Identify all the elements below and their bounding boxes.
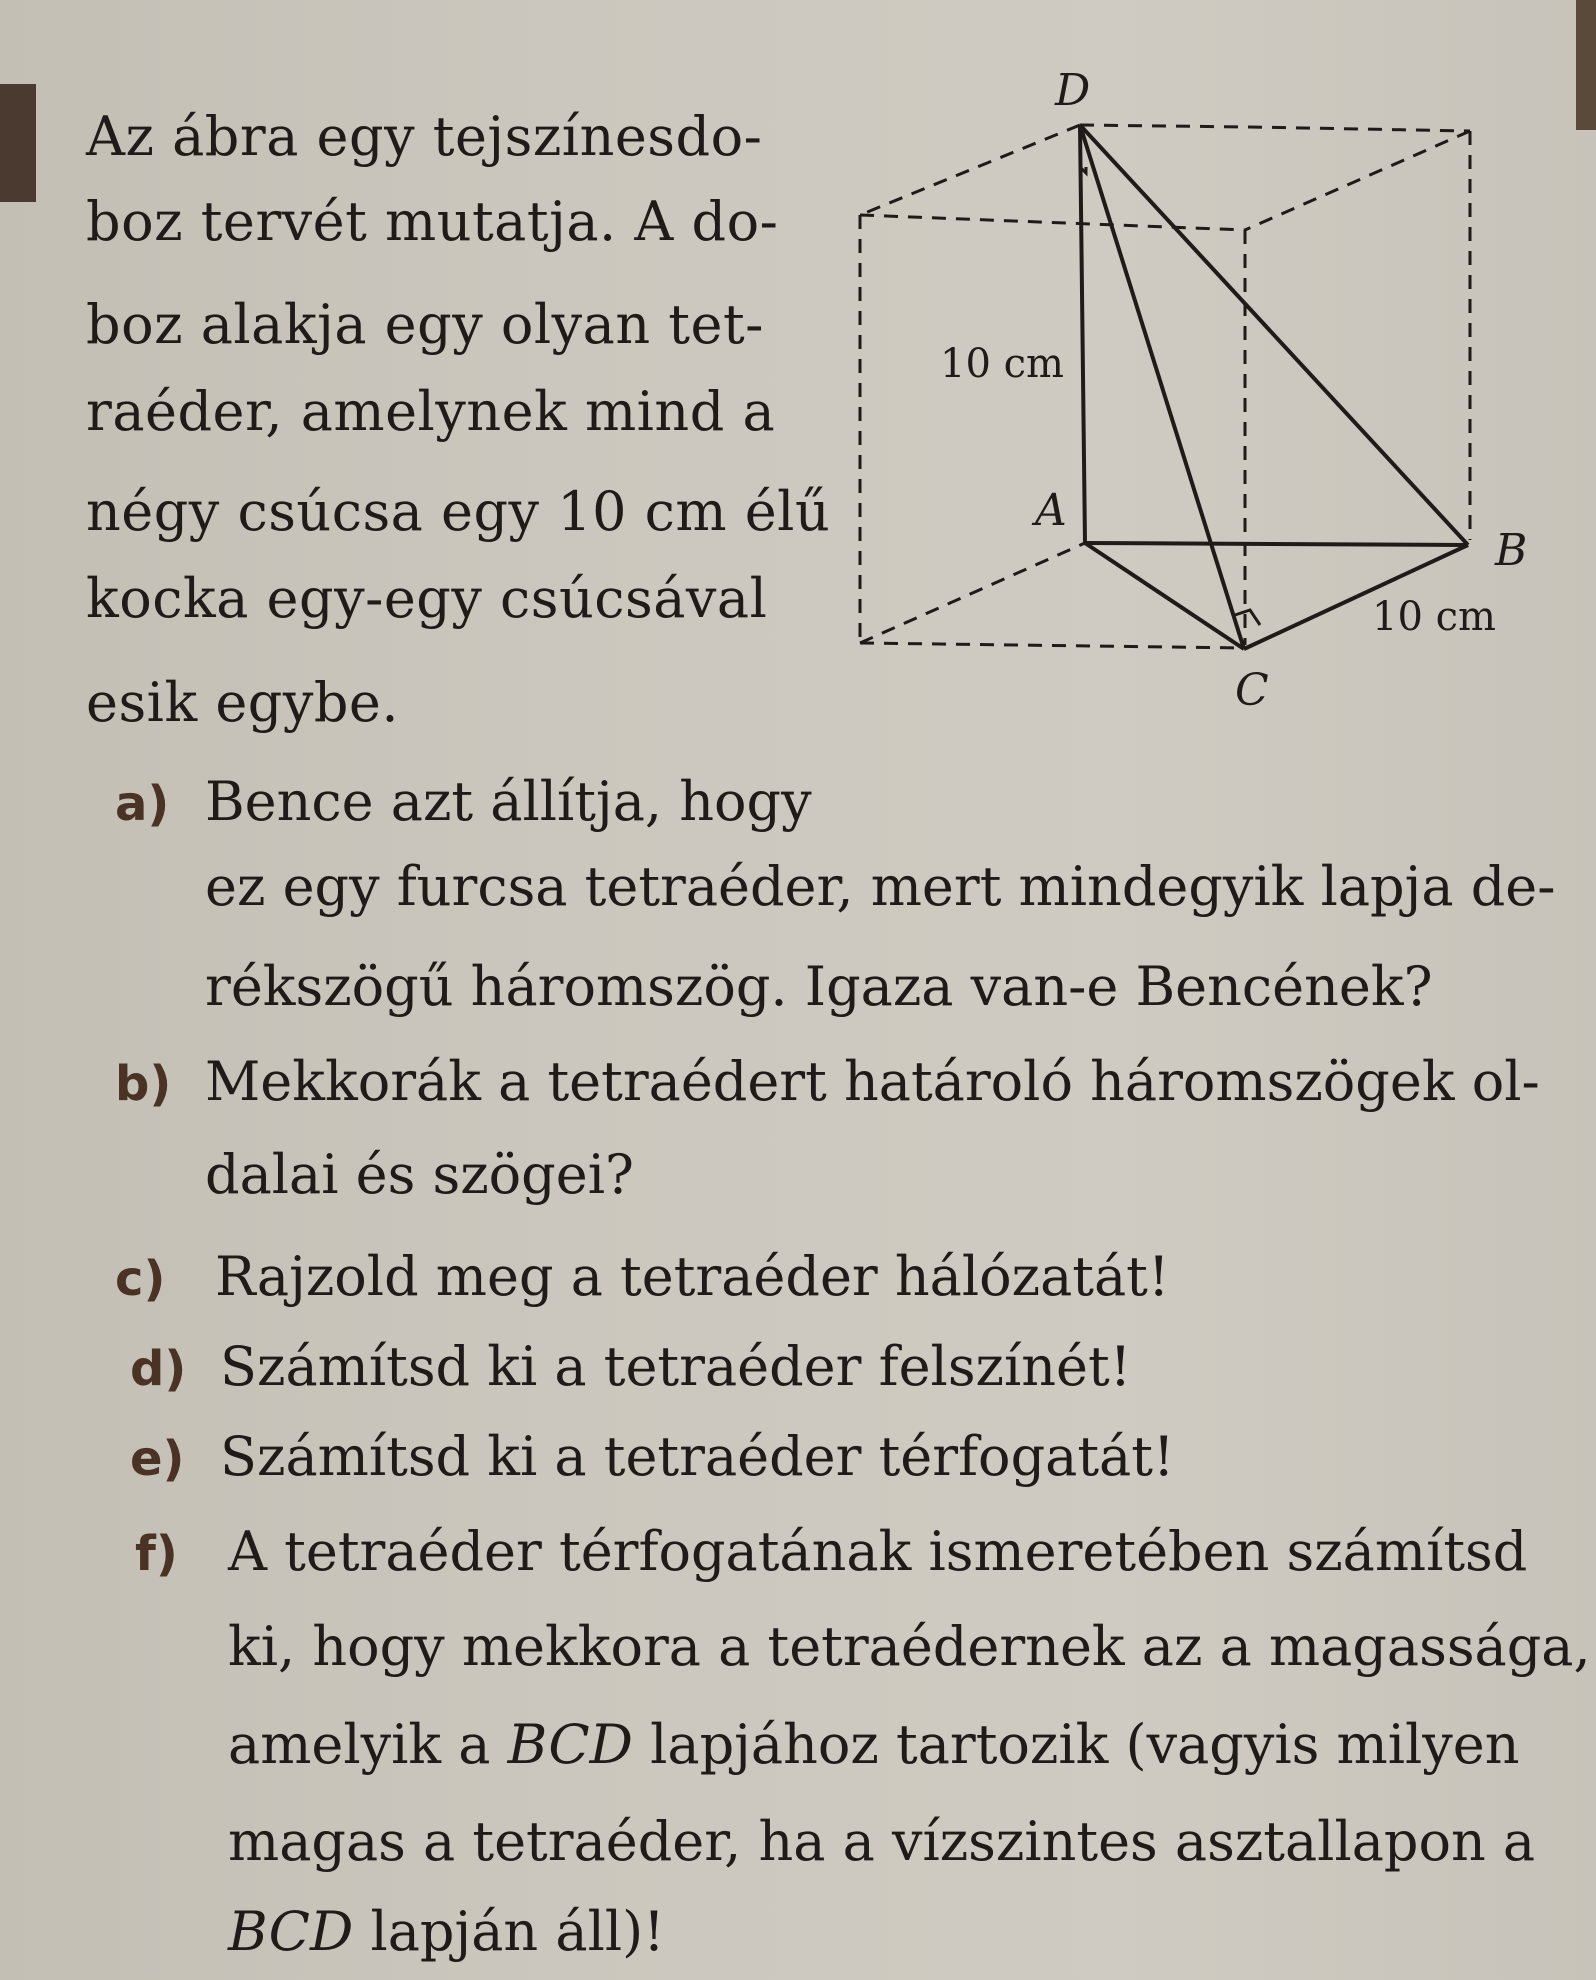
intro-line-6: kocka egy-egy csúcsával [86, 567, 768, 630]
task-f-label: f) [135, 1526, 178, 1582]
task-c-label: c) [115, 1251, 166, 1307]
vertex-label-D: D [1055, 65, 1091, 116]
cube-edge-top-right [1245, 131, 1470, 230]
measure-label-bottom: 10 cm [1372, 594, 1496, 640]
task-f-line-3-start: amelyik a [228, 1713, 508, 1776]
cube-edge-top-front [860, 215, 1245, 230]
edge-AB [1085, 543, 1468, 545]
task-a-line-2: ez egy furcsa tetraéder, mert mindegyik lapja de- [205, 855, 1556, 918]
task-f-line-2: ki, hogy mekkora a tetraédernek az a magassága, [228, 1615, 1591, 1678]
intro-line-3: boz alakja egy olyan tet- [86, 293, 764, 356]
task-f-line-1: A tetraéder térfogatának ismeretében számítsd [228, 1520, 1528, 1583]
margin-marker [0, 84, 36, 202]
task-f-line-3-end: lapjához tartozik (vagyis milyen [632, 1713, 1520, 1776]
task-f-face-name: BCD [507, 1713, 633, 1776]
task-f-line-5-end: lapján áll)! [353, 1900, 665, 1963]
vertex-label-A: A [1035, 485, 1067, 536]
intro-line-1: Az ábra egy tejszínesdo- [86, 105, 763, 168]
task-b-label: b) [115, 1056, 172, 1112]
edge-DC [1080, 125, 1244, 649]
task-b-line-2: dalai és szögei? [205, 1143, 634, 1206]
cube-edge-top-back [1080, 125, 1470, 131]
task-d-label: d) [130, 1341, 187, 1397]
cube-edge-bottom-front [860, 643, 1245, 648]
task-a-label: a) [115, 776, 170, 832]
task-c-line-1: Rajzold meg a tetraéder hálózatát! [215, 1245, 1170, 1308]
vertex-label-C: C [1235, 665, 1269, 716]
edge-DA [1080, 125, 1085, 543]
vertex-label-B: B [1495, 525, 1528, 576]
tetrahedron-edges [1080, 125, 1468, 649]
task-a-line-3: rékszögű háromszög. Igaza van-e Bencének? [205, 955, 1433, 1018]
intro-line-5: négy csúcsa egy 10 cm élű [86, 480, 831, 543]
edge-DB [1080, 125, 1468, 545]
intro-line-4: raéder, amelynek mind a [86, 380, 776, 443]
task-e-line-1: Számítsd ki a tetraéder térfogatát! [220, 1425, 1175, 1488]
cube-edge-bottom-left [860, 543, 1085, 643]
measure-label-vertical: 10 cm [940, 341, 1064, 387]
page-edge-marker [1576, 0, 1596, 130]
intro-line-7: esik egybe. [86, 671, 400, 734]
task-d-line-1: Számítsd ki a tetraéder felszínét! [220, 1335, 1132, 1398]
task-a-line-1: Bence azt állítja, hogy [205, 770, 812, 833]
task-f-face-name-2: BCD [228, 1900, 354, 1963]
task-b-line-1: Mekkorák a tetraédert határoló háromszögek ol- [205, 1050, 1540, 1113]
task-f-line-5 [228, 1900, 665, 1963]
cube-edge-top-left [860, 125, 1080, 215]
task-e-label: e) [130, 1431, 185, 1487]
edge-AC [1085, 543, 1244, 649]
task-f-line-4: magas a tetraéder, ha a vízszintes asztallapon a [228, 1810, 1536, 1873]
intro-line-2: boz tervét mutatja. A do- [86, 190, 779, 253]
task-f-line-3 [228, 1713, 1520, 1776]
tetrahedron-in-cube-diagram [840, 55, 1540, 735]
